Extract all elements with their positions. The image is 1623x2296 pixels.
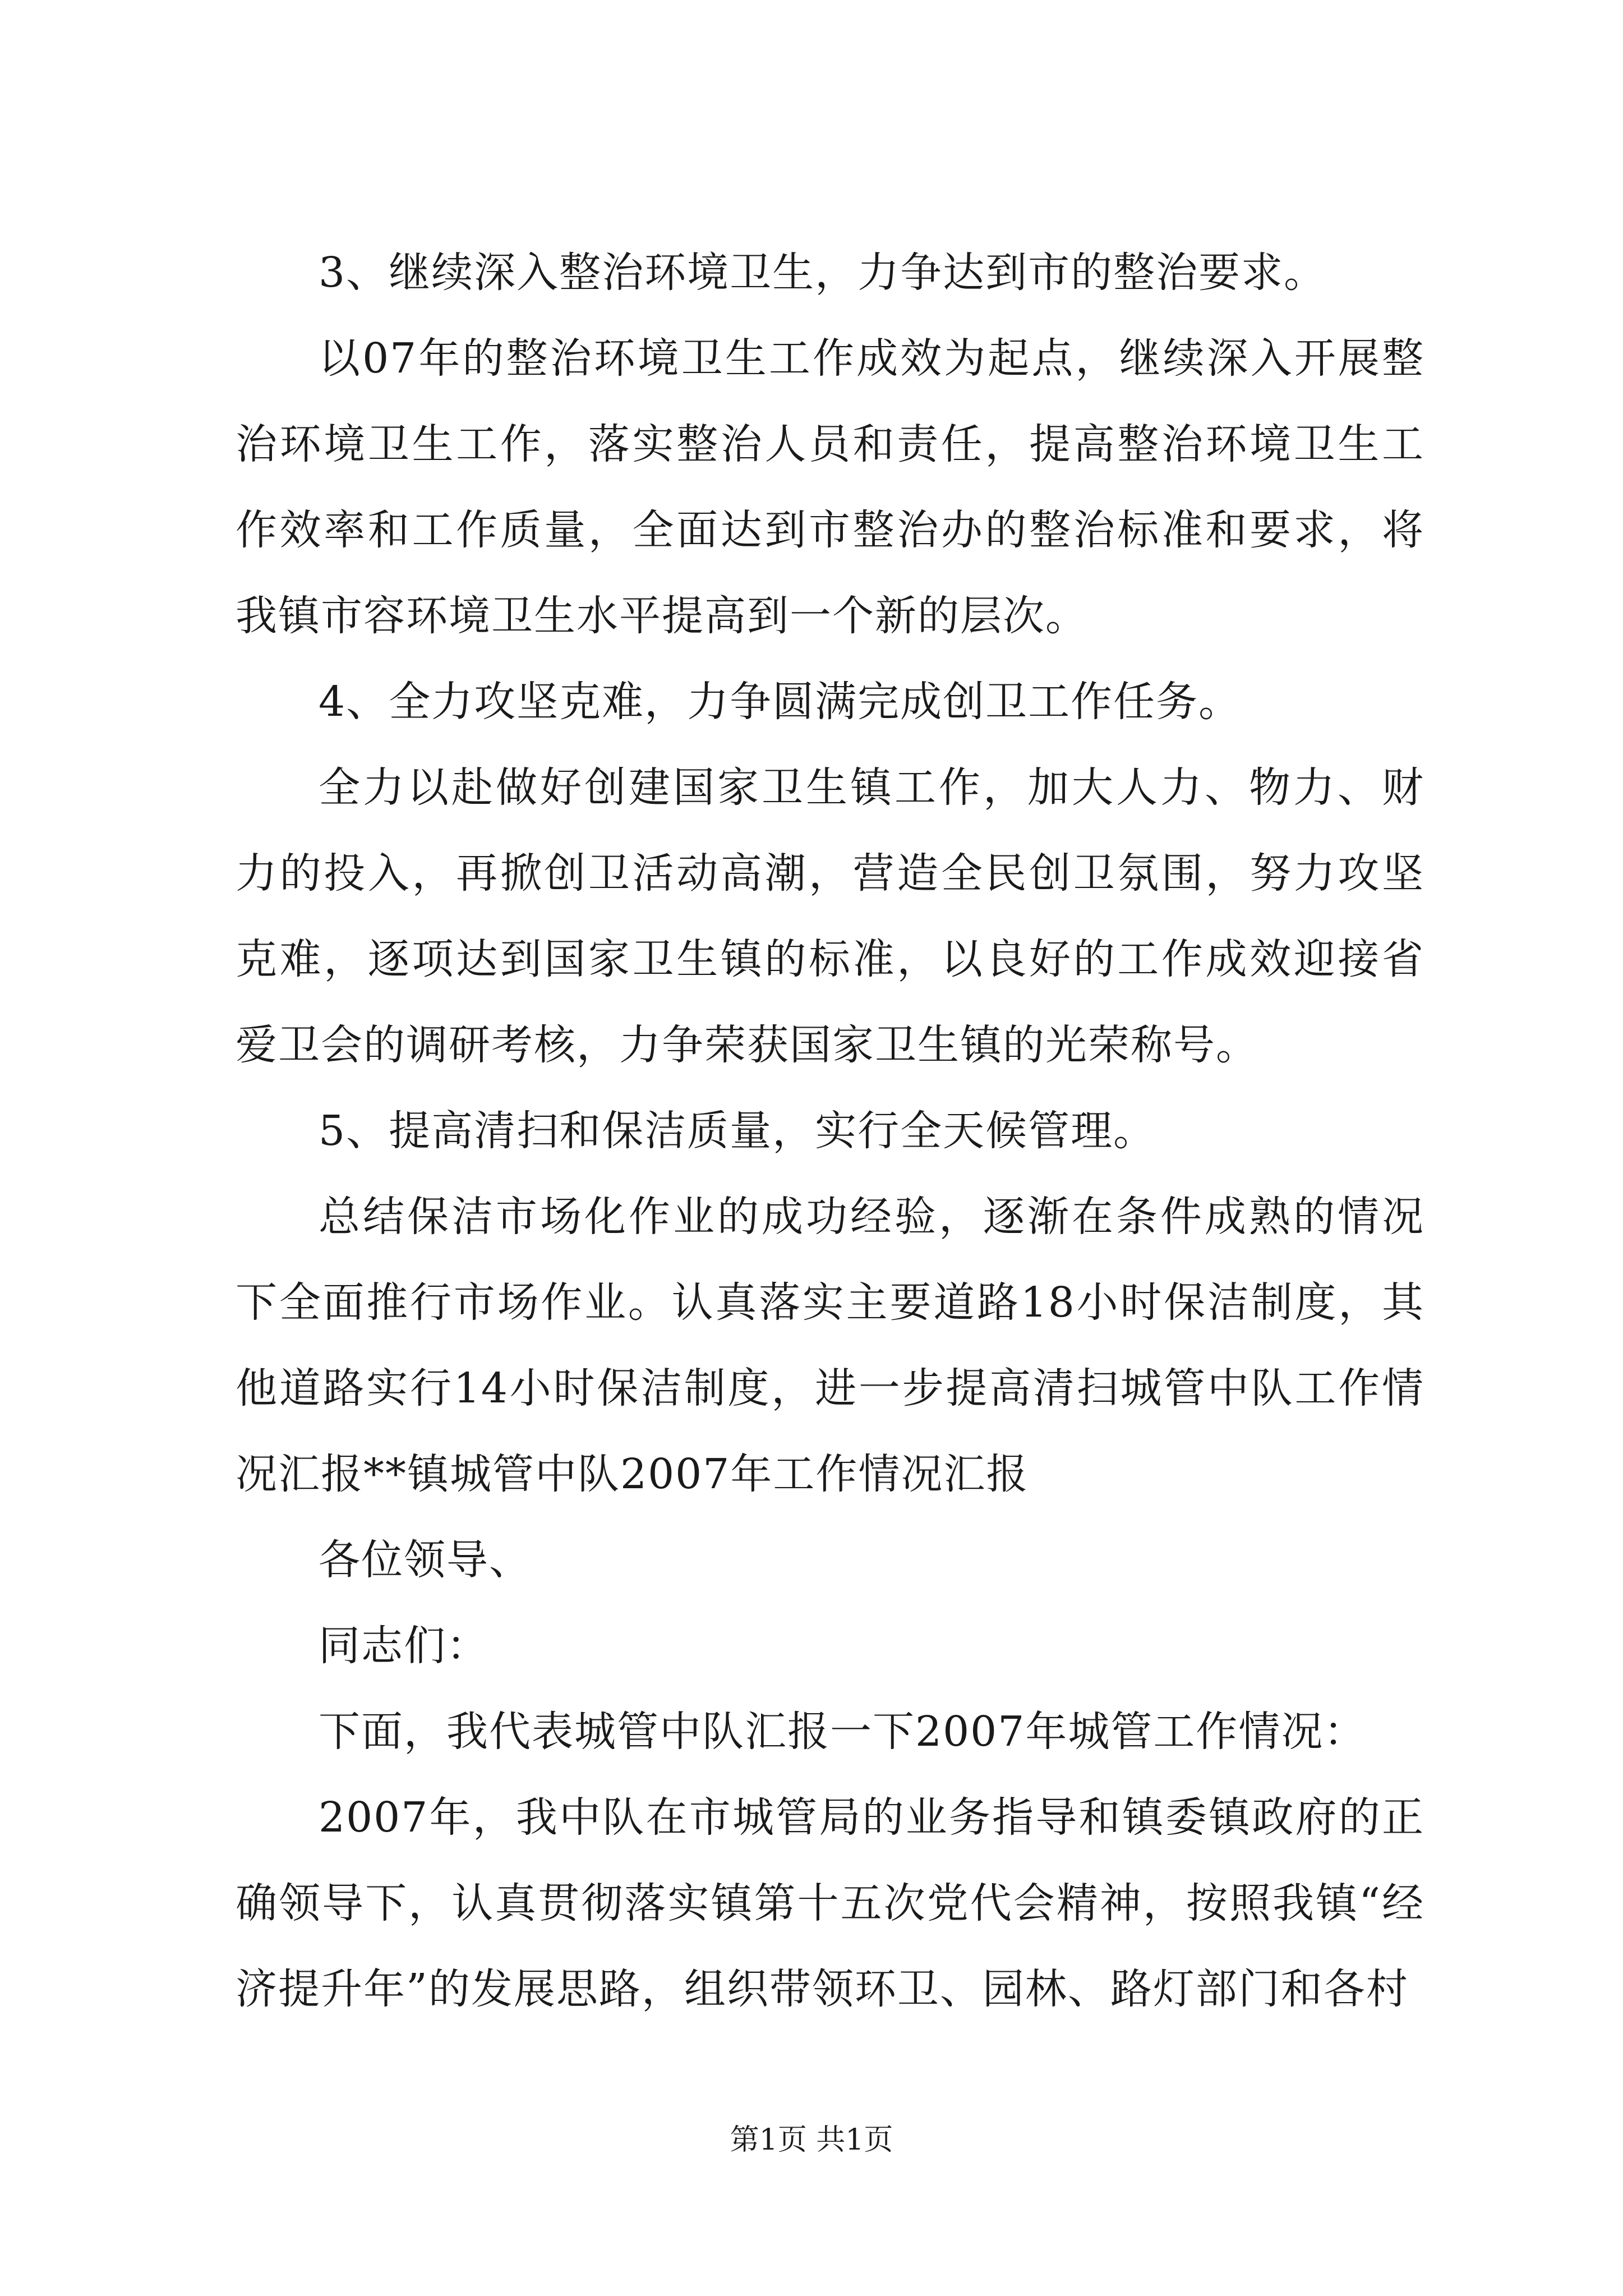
salutation-leaders: 各位领导、 (319, 1536, 532, 1584)
heading-item-4: 4、全力攻坚克难，力争圆满完成创卫工作任务。 (319, 678, 1242, 726)
heading-item-5: 5、提高清扫和保洁质量，实行全天候管理。 (319, 1107, 1156, 1155)
salutation-comrades: 同志们： (319, 1622, 489, 1670)
document-body (236, 230, 1424, 2032)
paragraph: 以07年的整治环境卫生工作成效为起点，继续深入开展整治环境卫生工作，落实整治人员和责任，提高整治环境卫生工作效率和工作质量，全面达到市整治办的整治标准和要求，将我镇市容环境卫生水平提高到一个新的层次。 (236, 334, 1424, 640)
page-footer (0, 2120, 1623, 2160)
paragraph: 全力以赴做好创建国家卫生镇工作，加大人力、物力、财力的投入，再掀创卫活动高潮，营造全民创卫氛围，努力攻坚克难，逐项达到国家卫生镇的标准，以良好的工作成效迎接省爱卫会的调研考核，力争荣获国家卫生镇的光荣称号。 (236, 763, 1424, 1069)
paragraph: 总结保洁市场化作业的成功经验，逐渐在条件成熟的情况下全面推行市场作业。认真落实主要道路18小时保洁制度，其他道路实行14小时保洁制度，进一步提高清扫城管中队工作情况汇报**镇城管中队2007年工作情况汇报 (236, 1193, 1424, 1498)
page-number: 第1页 共1页 (730, 2123, 893, 2157)
paragraph: 2007年，我中队在市城管局的业务指导和镇委镇政府的正确领导下，认真贯彻落实镇第十五次党代会精神，按照我镇“经济提升年”的发展思路，组织带领环卫、园林、路灯部门和各村 (236, 1793, 1424, 2013)
paragraph: 下面，我代表城管中队汇报一下2007年城管工作情况： (319, 1708, 1367, 1756)
heading-item-3: 3、继续深入整治环境卫生，力争达到市的整治要求。 (319, 249, 1327, 297)
